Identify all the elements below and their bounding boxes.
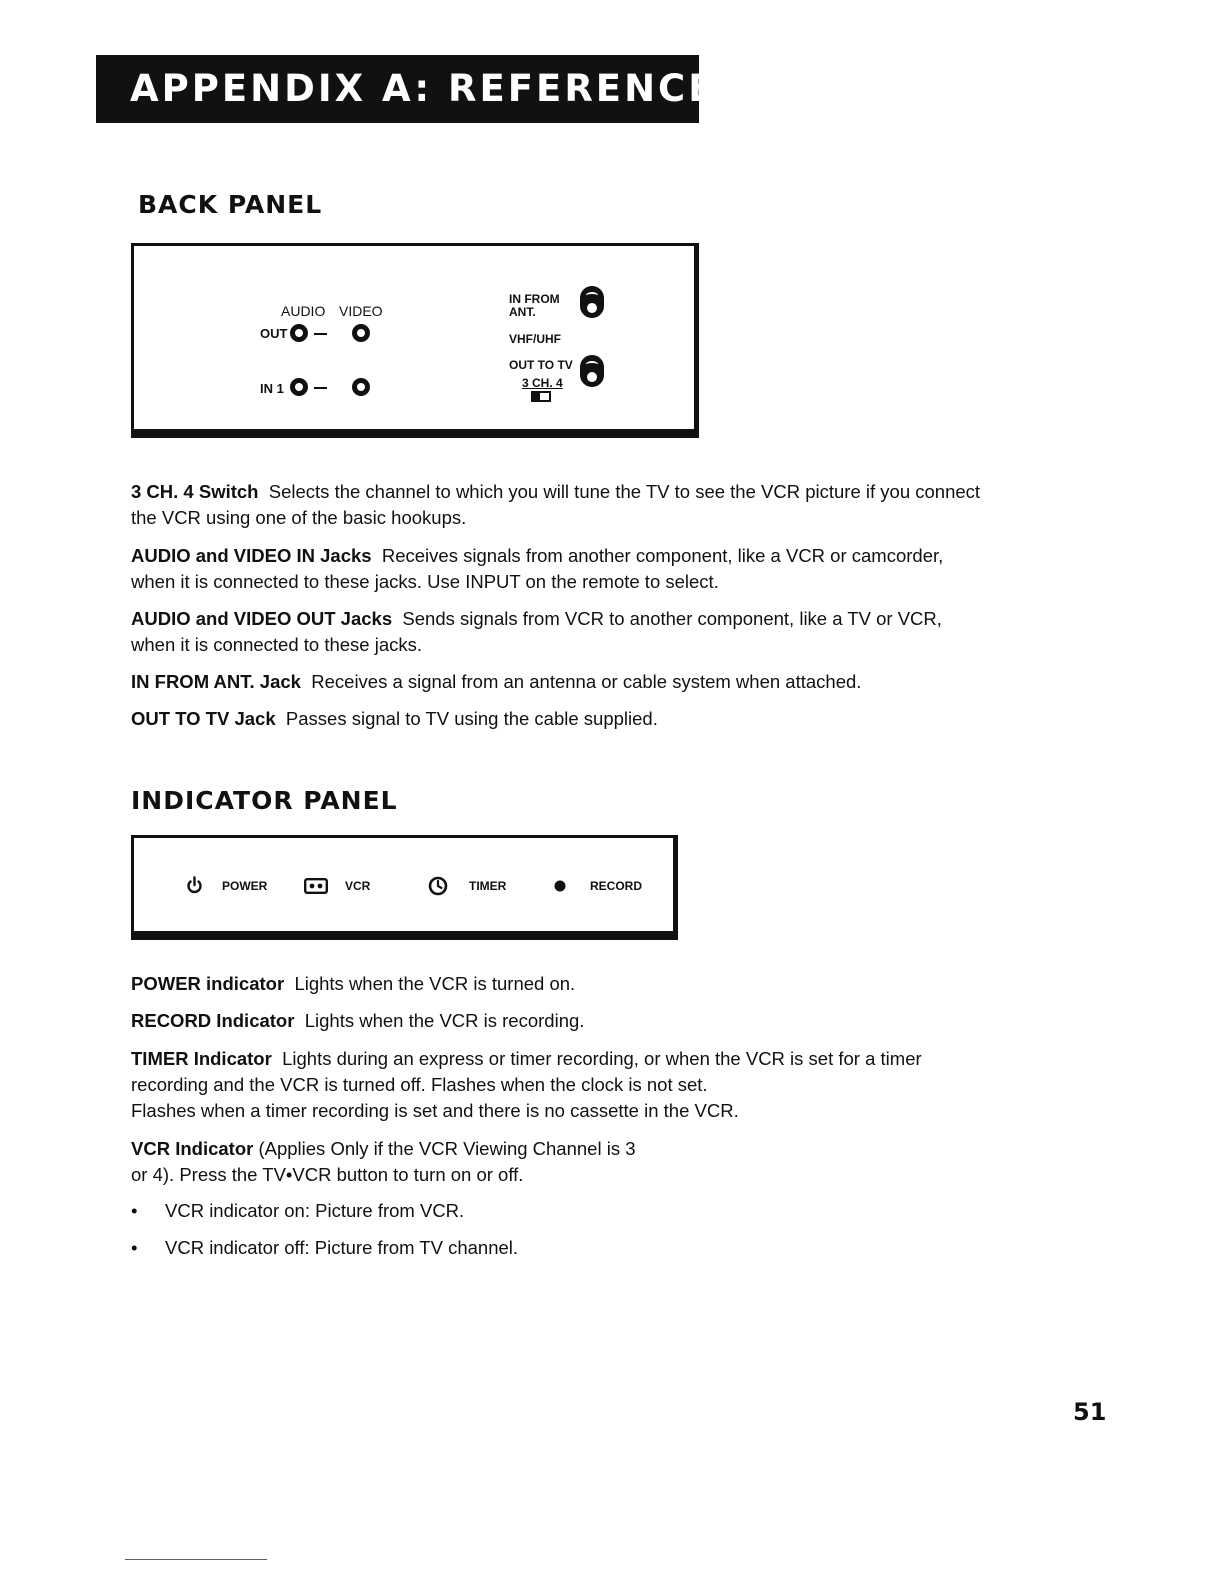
audio-label: AUDIO <box>281 303 326 319</box>
page-title: APPENDIX A: REFERENCE <box>130 67 717 110</box>
back-panel-diagram <box>131 243 699 438</box>
text-continued: or 4). Press the TV•VCR button to turn on or off. <box>131 1164 524 1185</box>
term: POWER indicator <box>131 973 285 994</box>
record-indicator-label: RECORD <box>590 879 643 893</box>
text: Selects the channel to which you will tune the TV to see the VCR picture if you connect the VCR using one of the basic hookups. <box>131 481 981 528</box>
channel-switch-icon <box>531 391 551 402</box>
record-dot-icon <box>553 879 567 893</box>
in-from-label: IN FROM <box>509 292 560 306</box>
video-in-jack-icon <box>352 378 370 396</box>
text: Lights when the VCR is turned on. <box>294 973 576 994</box>
page-number: 51 <box>1073 1398 1107 1426</box>
desc-ch-switch <box>131 479 991 531</box>
vcr-indicator-label: VCR <box>345 879 371 893</box>
out-label: OUT <box>260 326 288 341</box>
term: RECORD Indicator <box>131 1010 295 1031</box>
text: Receives a signal from an antenna or cable system when attached. <box>311 671 862 692</box>
text: Receives signals from another component, like a VCR or camcorder, when it is connected to these jacks. Use INPUT on the remote to select. <box>131 545 944 592</box>
text-continued: Flashes when a timer recording is set and there is no cassette in the VCR. <box>131 1100 739 1121</box>
power-icon <box>186 876 203 895</box>
desc-av-in <box>131 543 991 595</box>
bullet-text: VCR indicator off: Picture from TV channel. <box>165 1237 519 1258</box>
term: AUDIO and VIDEO OUT Jacks <box>131 608 393 629</box>
out-to-tv-connector-icon <box>580 355 604 387</box>
term: 3 CH. 4 Switch <box>131 481 259 502</box>
back-panel-title: BACK PANEL <box>138 190 323 219</box>
connector-dash <box>314 387 327 389</box>
text: Lights during an express or timer recording, or when the VCR is set for a timer recording and the VCR is turned off. Flashes when the clock is not set. <box>131 1048 922 1095</box>
audio-in-jack-icon <box>290 378 308 396</box>
desc-power-indicator <box>131 971 991 997</box>
desc-record-indicator <box>131 1008 991 1034</box>
power-indicator-label: POWER <box>222 879 268 893</box>
term: AUDIO and VIDEO IN Jacks <box>131 545 372 566</box>
header-bar <box>96 55 717 123</box>
text: Lights when the VCR is recording. <box>304 1010 585 1031</box>
vcr-cassette-icon <box>304 878 328 894</box>
bullet-icon: • <box>131 1237 138 1258</box>
in1-label: IN 1 <box>260 381 284 396</box>
timer-clock-icon <box>428 876 448 896</box>
ant-in-connector-icon <box>580 286 604 318</box>
ant-label: ANT. <box>509 305 536 319</box>
text: Passes signal to TV using the cable supplied. <box>285 708 658 729</box>
timer-indicator-label: TIMER <box>469 879 507 893</box>
desc-vcr-indicator <box>131 1136 991 1188</box>
desc-timer-indicator <box>131 1046 931 1124</box>
term: IN FROM ANT. Jack <box>131 671 301 692</box>
bullet-icon: • <box>131 1200 138 1221</box>
vhf-uhf-label: VHF/UHF <box>509 332 561 346</box>
term: VCR Indicator <box>131 1138 254 1159</box>
indicator-panel-title: INDICATOR PANEL <box>131 786 398 815</box>
term: TIMER Indicator <box>131 1048 272 1069</box>
video-label: VIDEO <box>339 303 383 319</box>
text: (Applies Only if the VCR Viewing Channel is 3 <box>258 1138 636 1159</box>
text: Sends signals from VCR to another component, like a TV or VCR, when it is connected to these jacks. <box>131 608 942 655</box>
desc-av-out <box>131 606 991 658</box>
audio-out-jack-icon <box>290 324 308 342</box>
indicator-panel-diagram <box>131 835 678 940</box>
desc-in-from-ant <box>131 669 991 695</box>
term: OUT TO TV Jack <box>131 708 276 729</box>
footer-rule <box>125 1559 267 1560</box>
desc-out-to-tv <box>131 706 991 732</box>
video-out-jack-icon <box>352 324 370 342</box>
out-to-tv-label: OUT TO TV <box>509 358 573 372</box>
bullet-text: VCR indicator on: Picture from VCR. <box>165 1200 465 1221</box>
connector-dash <box>314 333 327 335</box>
ch-switch-label: 3 CH. 4 <box>522 376 563 390</box>
